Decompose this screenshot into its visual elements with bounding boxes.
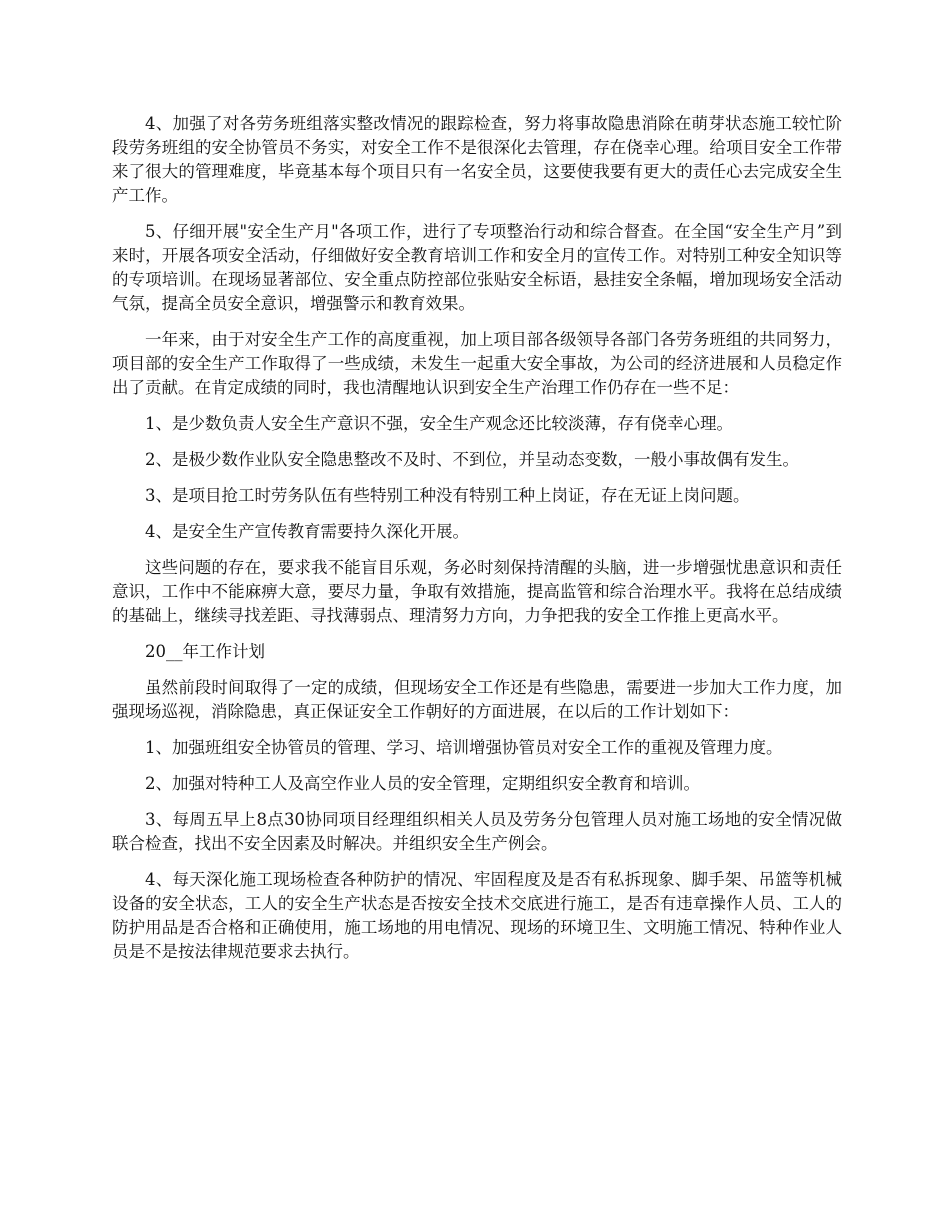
paragraph-plan-3: 3、每周五早上8点30协同项目经理组织相关人员及劳务分包管理人员对施工场地的安全情况做联合检查，找出不安全因素及时解决。并组织安全生产例会。 [112,810,842,853]
paragraph-shortcoming-3: 3、是项目抢工时劳务队伍有些特别工种没有特别工种上岗证，存在无证上岗问题。 [145,486,750,505]
paragraph-shortcoming-1: 1、是少数负责人安全生产意识不强，安全生产观念还比较淡薄，存有侥幸心理。 [145,414,733,433]
paragraph-improvement: 这些问题的存在，要求我不能盲目乐观，务必时刻保持清醒的头脑，进一步增强忧患意识和责任意识，工作中不能麻痹大意，要尽力量，争取有效措施，提高监管和综合治理水平。我将在总结成绩的基础上，继续寻找差距、寻找薄弱点、理清努力方向，力争把我的安全工作推上更高水平。 [112,558,842,625]
paragraph-shortcoming-4: 4、是安全生产宣传教育需要持久深化开展。 [145,522,469,541]
paragraph-plan-4: 4、每天深化施工现场检查各种防护的情况、牢固程度及是否有私拆现象、脚手架、吊篮等机械设备的安全状态，工人的安全生产状态是否按安全技术交底进行施工，是否有违章操作人员、工人的防护用品是否合格和正确使用，施工场地的用电情况、现场的环境卫生、文明施工情况、特种作业人员是不是按法律规范要求去执行。 [112,870,842,961]
paragraph-plan-intro: 虽然前段时间取得了一定的成绩，但现场安全工作还是有些隐患，需要进一步加大工作力度，加强现场巡视，消除隐患，真正保证安全工作朝好的方面进展，在以后的工作计划如下： [112,678,842,721]
paragraph-shortcoming-2: 2、是极少数作业队安全隐患整改不及时、不到位，并呈动态变数，一般小事故偶有发生。 [145,450,799,469]
paragraph-plan-2: 2、加强对特种工人及高空作业人员的安全管理，定期组织安全教育和培训。 [145,774,700,793]
paragraph-year-summary: 一年来，由于对安全生产工作的高度重视，加上项目部各级领导各部门各劳务班组的共同努力，项目部的安全生产工作取得了一些成绩，未发生一起重大安全事故，为公司的经济进展和人员稳定作出了贡献。在肯定成绩的同时，我也清醒地认识到安全生产治理工作仍存在一些不足： [112,330,842,397]
paragraph-plan-1: 1、加强班组安全协管员的管理、学习、培训增强协管员对安全工作的重视及管理力度。 [145,738,783,757]
paragraph-item-4-tracking: 4、加强了对各劳务班组落实整改情况的跟踪检查，努力将事故隐患消除在萌芽状态施工较忙阶段劳务班组的安全协管员不务实，对安全工作不是很深化去管理，存在侥幸心理。给项目安全工作带来了很大的管理难度，毕竟基本每个项目只有一名安全员，这要使我要有更大的责任心去完成安全生产工作。 [112,114,842,205]
document-page [112,112,842,976]
section-heading-work-plan: 20__年工作计划 [145,642,265,661]
paragraph-item-5-safety-month: 5、仔细开展"安全生产月"各项工作，进行了专项整治行动和综合督查。在全国“安全生产月”到来时，开展各项安全活动，仔细做好安全教育培训工作和安全月的宣传工作。对特别工种安全知识等的专项培训。在现场显著部位、安全重点防控部位张贴安全标语，悬挂安全条幅，增加现场安全活动气氛，提高全员安全意识，增强警示和教育效果。 [112,222,842,313]
